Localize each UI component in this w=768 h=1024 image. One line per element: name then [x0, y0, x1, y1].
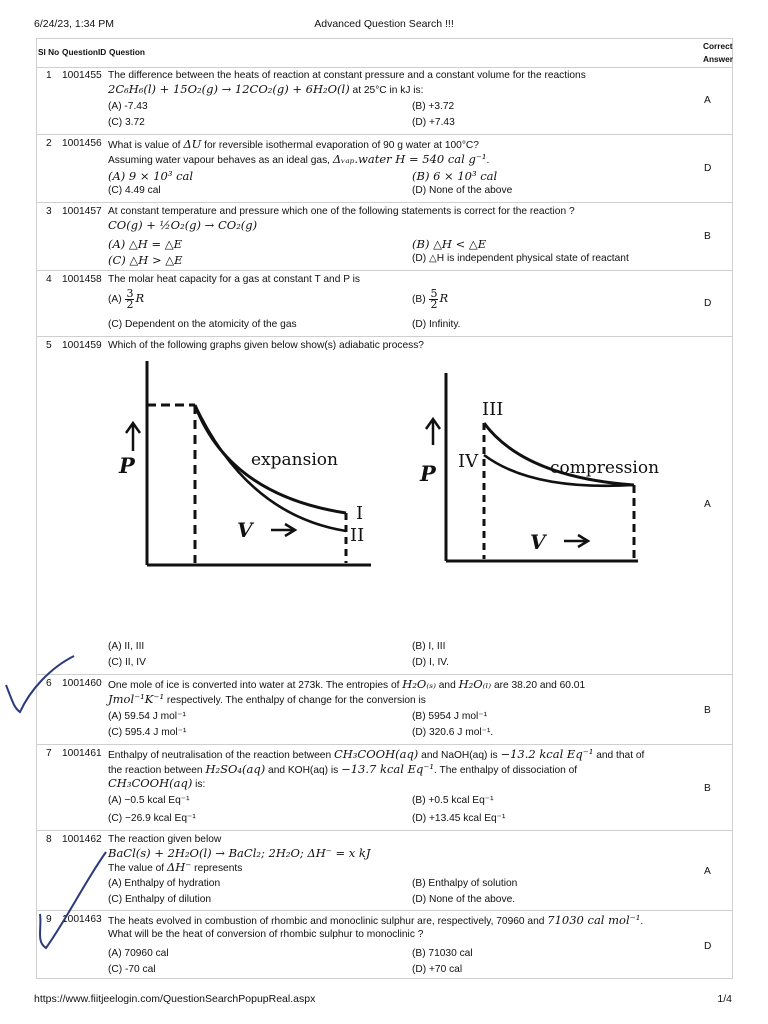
table-row — [37, 911, 732, 978]
handwritten-tick-marks — [0, 0, 120, 1024]
option-b: (B) I, III — [412, 641, 446, 652]
correct-answer: B — [704, 705, 711, 716]
sl-no: 5 — [46, 340, 52, 351]
option-b: (B) +0.5 kcal Eq⁻¹ — [412, 795, 494, 806]
expansion-label: expansion — [251, 450, 338, 470]
table-header — [37, 39, 732, 68]
curve-label-iii: III — [482, 399, 504, 420]
table-row — [37, 337, 732, 675]
option-c: (C) −26.9 kcal Eq⁻¹ — [108, 813, 196, 824]
print-header — [34, 18, 734, 32]
option-c: (C) -70 cal — [108, 964, 156, 975]
option-b: (B) 6 × 10³ cal — [412, 169, 498, 183]
page-url: https://www.fiitjeelogin.com/QuestionSearchPopupReal.aspx — [34, 993, 316, 1005]
option-a: (A) -7.43 — [108, 101, 148, 112]
option-b: (B) △H < △E — [412, 237, 487, 251]
option-d: (D) △H is independent physical state of reactant — [412, 253, 629, 264]
table-row — [37, 271, 732, 337]
page-number: 1/4 — [717, 993, 732, 1005]
question-id: 1001460 — [62, 678, 102, 689]
correct-answer: A — [704, 95, 711, 106]
table-row — [37, 745, 732, 831]
curve-label-i: I — [356, 503, 364, 524]
option-b: (B) +3.72 — [412, 101, 455, 112]
correct-answer: D — [704, 941, 712, 952]
volume-axis-label: V — [530, 530, 546, 554]
sl-no: 1 — [46, 70, 52, 81]
reaction-equation: BaCl(s) + 2H₂O(l) → BaCl₂; 2H₂O; ΔH⁻ = x kJ — [108, 845, 371, 860]
fraction: $\frac{3}{2}$ — [126, 287, 134, 311]
header-sl-no: Sl No — [38, 47, 60, 57]
question-text: The difference between the heats of reaction at constant pressure and a constant volume for the reactions 2C₆H₆(l) + 15O₂(g) → 12CO₂(g) + 6H₂O(l) at 25°C in kJ is: — [108, 70, 586, 96]
pressure-axis-label: P — [420, 461, 436, 486]
option-b: (B) Enthalpy of solution — [412, 878, 518, 889]
reaction-equation: CO(g) + ½O₂(g) → CO₂(g) — [108, 217, 258, 232]
question-id: 1001457 — [62, 206, 102, 217]
option-a: (A) 70960 cal — [108, 948, 169, 959]
header-question-id: QuestionID — [62, 47, 107, 57]
volume-axis-label: V — [237, 518, 253, 542]
table-row — [37, 135, 732, 203]
reaction-equation: 2C₆H₆(l) + 15O₂(g) → 12CO₂(g) + 6H₂O(l) — [108, 81, 350, 96]
question-text: One mole of ice is converted into water at 273k. The entropies of H₂O₍ₛ₎ and H₂O₍ₗ₎ are 38.20 and 60.01 Jmol⁻¹K⁻¹ respectively. The enthalpy of change for the conversion is — [108, 677, 586, 706]
sl-no: 9 — [46, 914, 52, 925]
question-text: Enthalpy of neutralisation of the reaction between CH₃COOH(aq) and NaOH(aq) is −13.2 kcal Eq⁻¹ and that of the reaction between H₂SO₄(aq) and KOH(aq) is −13.7 kcal Eq⁻¹. The enthalpy of dissociation of CH₃COOH(aq) is: — [108, 747, 645, 790]
header-correct-answer: Correct Answer — [703, 41, 733, 64]
question-id: 1001456 — [62, 138, 102, 149]
correct-answer: A — [704, 866, 711, 877]
option-c: (C) △H > △E — [108, 253, 183, 267]
question-text: The reaction given below BaCl(s) + 2H₂O(l) → BaCl₂; 2H₂O; ΔH⁻ = x kJ The value of ΔH⁻ represents — [108, 834, 371, 874]
pressure-axis-label: P — [119, 453, 135, 478]
pv-graph-compression — [412, 367, 667, 577]
header-question: Question — [109, 47, 145, 57]
correct-answer: B — [704, 231, 711, 242]
option-d: (D) None of the above — [412, 185, 513, 196]
question-text: Which of the following graphs given below show(s) adiabatic process? — [108, 340, 424, 351]
correct-answer: B — [704, 783, 711, 794]
correct-answer: A — [704, 499, 711, 510]
correct-answer: D — [704, 298, 712, 309]
compression-label: compression — [550, 458, 660, 478]
option-a: (A) 9 × 10³ cal — [108, 169, 194, 183]
pv-graph-expansion — [109, 355, 379, 583]
option-d: (D) Infinity. — [412, 319, 461, 330]
question-id: 1001462 — [62, 834, 102, 845]
option-a: (A) △H = △E — [108, 237, 182, 251]
option-d: (D) +13.45 kcal Eq⁻¹ — [412, 813, 506, 824]
sl-no: 3 — [46, 206, 52, 217]
question-id: 1001458 — [62, 274, 102, 285]
curve-label-iv: IV — [458, 451, 479, 472]
correct-answer: D — [704, 163, 712, 174]
question-id: 1001463 — [62, 914, 102, 925]
option-c: (C) Dependent on the atomicity of the gas — [108, 319, 297, 330]
table-row — [37, 203, 732, 271]
question-id: 1001461 — [62, 748, 102, 759]
option-d: (D) I, IV. — [412, 657, 449, 668]
question-id: 1001455 — [62, 70, 102, 81]
print-datetime: 6/24/23, 1:34 PM — [34, 18, 114, 30]
option-a: (A) −0.5 kcal Eq⁻¹ — [108, 795, 190, 806]
option-d: (D) None of the above. — [412, 894, 516, 905]
option-c: (C) Enthalpy of dilution — [108, 894, 212, 905]
table-row — [37, 675, 732, 745]
option-a: (A) II, III — [108, 641, 145, 652]
table-row — [37, 831, 732, 911]
option-d: (D) 320.6 J mol⁻¹. — [412, 727, 494, 738]
option-b: (B) 71030 cal — [412, 948, 473, 959]
option-a: (A) Enthalpy of hydration — [108, 878, 221, 889]
option-a: (A) $\frac{3}{2}$ R — [108, 287, 145, 311]
question-text: The molar heat capacity for a gas at constant T and P is — [108, 274, 361, 285]
curve-label-ii: II — [350, 525, 365, 546]
option-c: (C) 4.49 cal — [108, 185, 161, 196]
option-c: (C) II, IV — [108, 657, 146, 668]
question-text: The heats evolved in combustion of rhombic and monoclinic sulphur are, respectively, 70960 and 71030 cal mol⁻¹. What will be the heat of conversion of rhombic sulphur to monoclinic ? — [108, 913, 644, 940]
question-id: 1001459 — [62, 340, 102, 351]
fraction: $\frac{5}{2}$ — [430, 287, 438, 311]
sl-no: 7 — [46, 748, 52, 759]
tick-mark-icon — [40, 852, 106, 948]
option-b: (B) 5954 J mol⁻¹ — [412, 711, 488, 722]
sl-no: 2 — [46, 138, 52, 149]
question-table — [36, 38, 733, 979]
option-c: (C) 3.72 — [108, 117, 145, 128]
option-d: (D) +70 cal — [412, 964, 463, 975]
option-c: (C) 595.4 J mol⁻¹ — [108, 727, 187, 738]
question-text: At constant temperature and pressure which one of the following statements is correct for the reaction ? CO(g) + ½O₂(g) → CO₂(g) — [108, 206, 575, 232]
table-row — [37, 67, 732, 135]
option-a: (A) 59.54 J mol⁻¹ — [108, 711, 186, 722]
sl-no: 8 — [46, 834, 52, 845]
page-title: Advanced Question Search !!! — [314, 18, 454, 30]
sl-no: 4 — [46, 274, 52, 285]
question-text: What is value of ΔU for reversible isothermal evaporation of 90 g water at 100°C? Assuming water vapour behaves as an ideal gas, Δᵥₐₚ.water H = 540 cal g⁻¹. — [108, 137, 490, 166]
print-footer — [34, 993, 734, 1007]
option-b: (B) $\frac{5}{2}$ R — [412, 287, 449, 311]
sl-no: 6 — [46, 678, 52, 689]
tick-mark-icon — [6, 656, 74, 712]
option-d: (D) +7.43 — [412, 117, 455, 128]
